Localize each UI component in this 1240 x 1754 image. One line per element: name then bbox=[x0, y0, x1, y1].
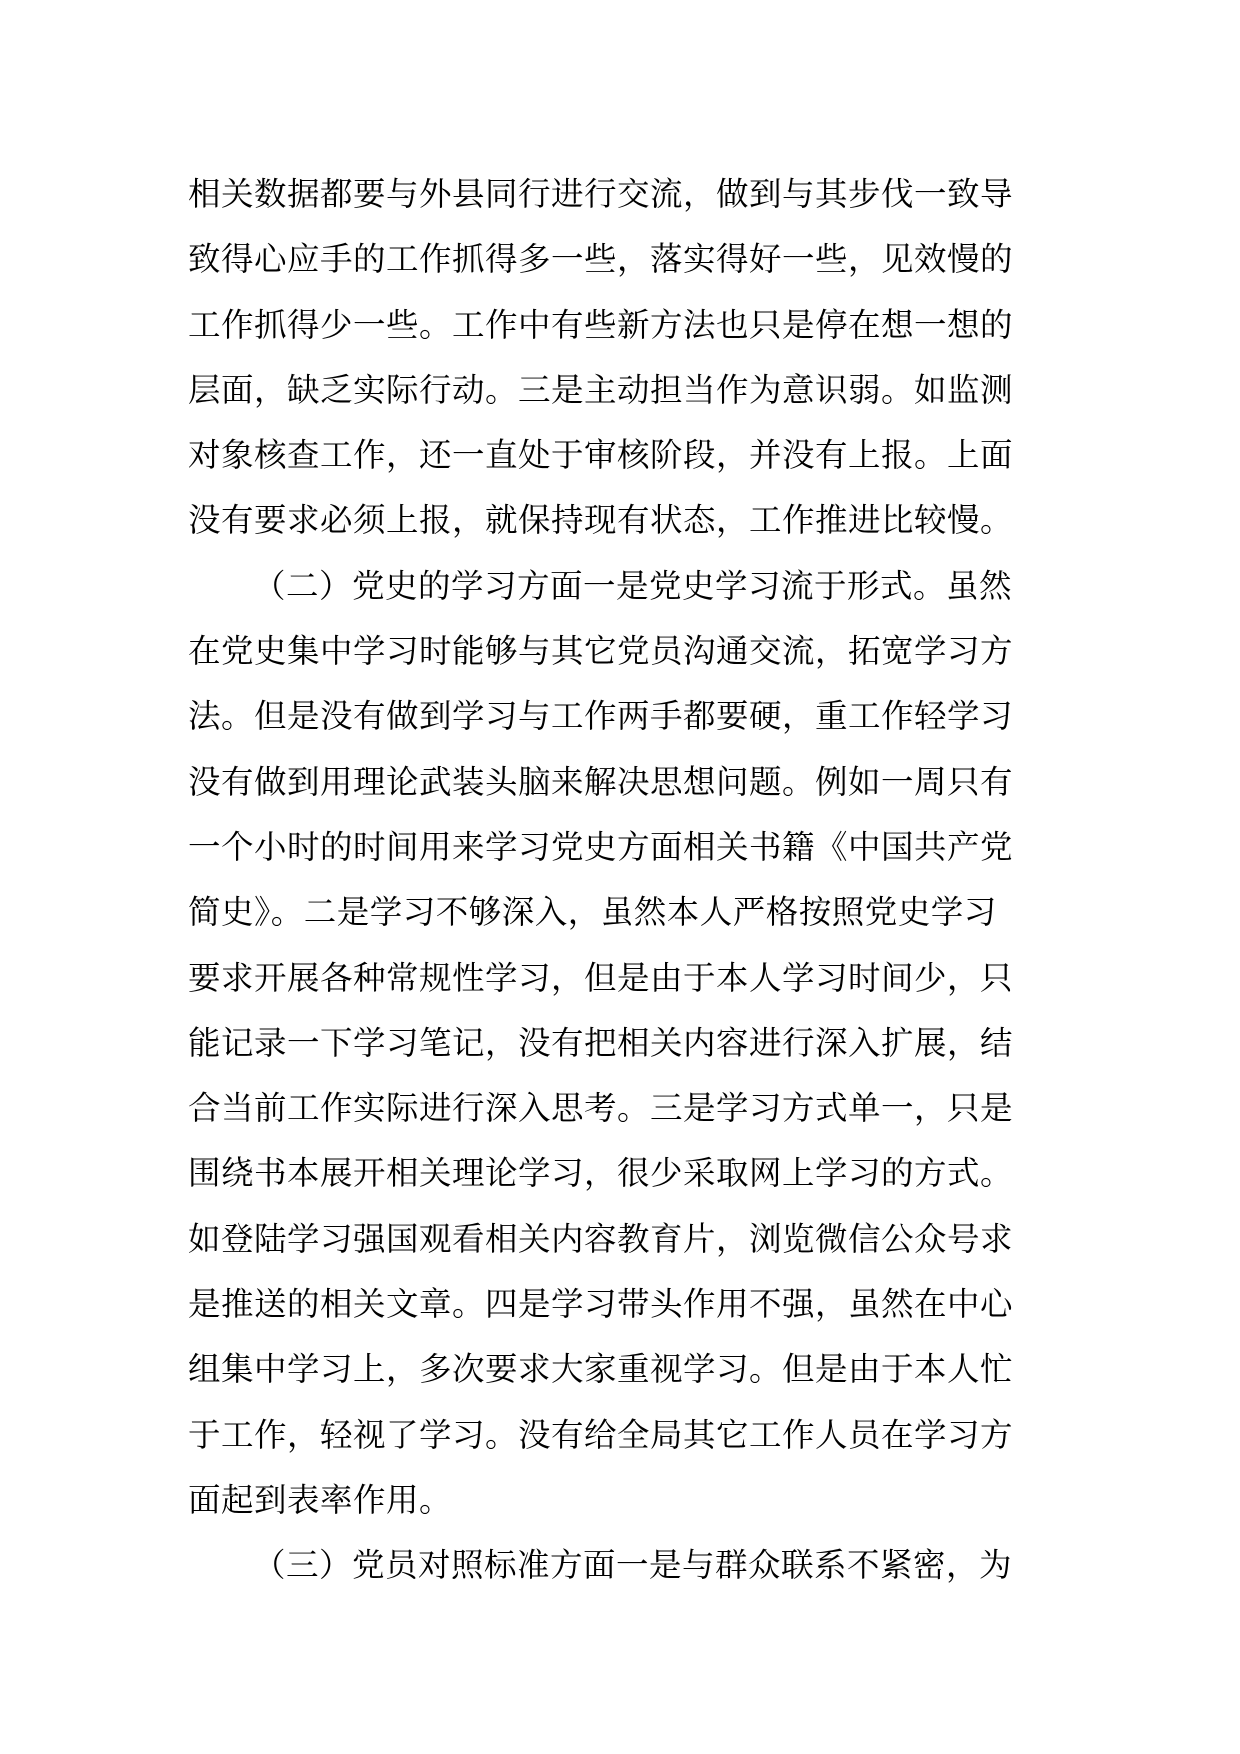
section-heading-line: （二）党史的学习方面一是党史学习流于形式。虽然 bbox=[253, 566, 1013, 605]
text-line: 合当前工作实际进行深入思考。三是学习方式单一，只是 bbox=[188, 1089, 1014, 1128]
text-line: 组集中学习上，多次要求大家重视学习。但是由于本人忙 bbox=[188, 1350, 1014, 1389]
text-line: 围绕书本展开相关理论学习，很少采取网上学习的方式。 bbox=[188, 1154, 1014, 1193]
text-line: 相关数据都要与外县同行进行交流，做到与其步伐一致导 bbox=[188, 175, 1014, 213]
text-line: 对象核查工作，还一直处于审核阶段，并没有上报。上面 bbox=[188, 436, 1014, 475]
text-line: 没有要求必须上报，就保持现有状态，工作推进比较慢。 bbox=[188, 501, 1014, 540]
text-line: 能记录一下学习笔记，没有把相关内容进行深入扩展，结 bbox=[188, 1023, 1014, 1062]
text-line: 致得心应手的工作抓得多一些，落实得好一些，见效慢的 bbox=[188, 240, 1014, 279]
text-line: 法。但是没有做到学习与工作两手都要硬，重工作轻学习 bbox=[188, 697, 1014, 736]
text-line: 一个小时的时间用来学习党史方面相关书籍《中国共产党 bbox=[188, 827, 1014, 866]
text-line: 工作抓得少一些。工作中有些新方法也只是停在想一想的 bbox=[188, 305, 1014, 344]
document-body bbox=[188, 162, 1058, 1599]
text-line: 在党史集中学习时能够与其它党员沟通交流，拓宽学习方 bbox=[188, 632, 1014, 671]
text-line: 没有做到用理论武装头脑来解决思想问题。例如一周只有 bbox=[188, 762, 1014, 801]
text-line: 于工作，轻视了学习。没有给全局其它工作人员在学习方 bbox=[188, 1415, 1014, 1454]
text-line: 是推送的相关文章。四是学习带头作用不强，虽然在中心 bbox=[188, 1285, 1014, 1324]
text-line: 如登陆学习强国观看相关内容教育片，浏览微信公众号求 bbox=[188, 1219, 1014, 1258]
section-heading-line: （三）党员对照标准方面一是与群众联系不紧密，为 bbox=[253, 1546, 1013, 1585]
text-line: 要求开展各种常规性学习，但是由于本人学习时间少，只 bbox=[188, 958, 1014, 997]
text-line: 层面，缺乏实际行动。三是主动担当作为意识弱。如监测 bbox=[188, 370, 1014, 409]
text-line: 面起到表率作用。 bbox=[188, 1480, 453, 1519]
text-line: 简史》。二是学习不够深入，虽然本人严格按照党史学习 bbox=[188, 893, 997, 932]
